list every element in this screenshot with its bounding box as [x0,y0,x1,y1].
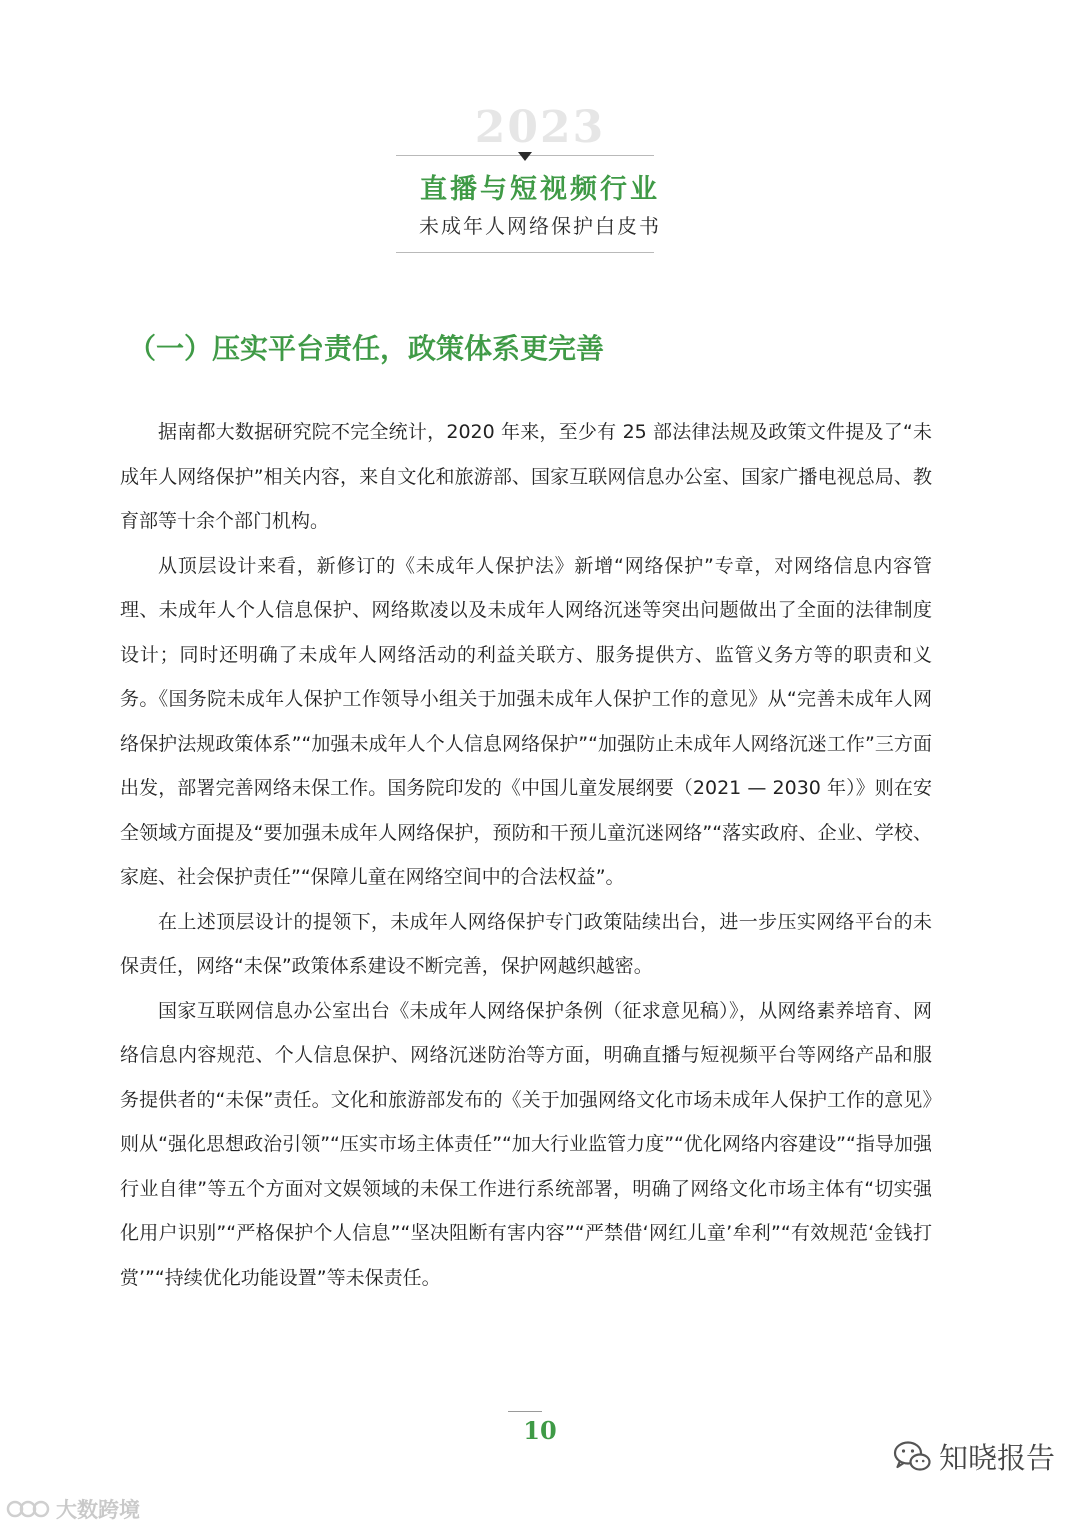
header-divider-bottom [396,252,654,253]
wechat-icon [893,1440,931,1474]
watermark-right-text: 知晓报告 [939,1441,1056,1475]
paragraph: 在上述顶层设计的提领下，未成年人网络保护专门政策陆续出台，进一步压实网络平台的未保责任，网络“未保”政策体系建设不断完善，保护网越织越密。 [120,910,932,977]
section-heading: （一）压实平台责任，政策体系更完善 [128,332,605,365]
header-year: 2023 [474,102,606,153]
paragraph: 国家互联网信息办公室出台《未成年人网络保护条例（征求意见稿）》，从网络素养培育、网络信息内容规范、个人信息保护、网络沉迷防治等方面，明确直播与短视频平台等网络产品和服务提供者的“未保”责任。文化和旅游部发布的《关于加强网络文化市场未成年人保护工作的意见》则从“强化思想政治引领”“压实市场主体责任”“加大行业监管力度”“优化网络内容建设”“指导加强行业自律”等五个方面对文娱领域的未保工作进行系统部署，明确了网络文化市场主体有“切实强化用户识别”“严格保护个人信息”“坚决阻断有害内容”“严禁借‘网红儿童’牟利”“有效规范‘金钱打赏’”“持续优化功能设置”等未保责任。 [120,999,932,1289]
watermark-logo-icon [6,1498,50,1520]
header-title-line1: 直播与短视频行业 [420,174,660,205]
page-number-rule [508,1411,542,1412]
watermark-left-text: 大数跨境 [56,1498,140,1522]
body-text [120,410,932,1300]
paragraph: 从顶层设计来看，新修订的《未成年人保护法》新增“网络保护”专章，对网络信息内容管理、未成年人个人信息保护、网络欺凌以及未成年人网络沉迷等突出问题做出了全面的法律制度设计；同时还明确了未成年人网络活动的利益关联方、服务提供方、监管义务方等的职责和义务。《国务院未成年人保护工作领导小组关于加强未成年人保护工作的意见》从“完善未成年人网络保护法规政策体系”“加强未成年人个人信息网络保护”“加强防止未成年人网络沉迷工作”三方面出发，部署完善网络未保工作。国务院印发的《中国儿童发展纲要（2021 — 2030 年）》则在安全领域方面提及“要加强未成年人网络保护，预防和干预儿童沉迷网络”“落实政府、企业、学校、家庭、社会保护责任”“保障儿童在网络空间中的合法权益”。 [120,554,932,888]
page-number: 10 [523,1416,557,1445]
triangle-marker-icon [518,152,532,161]
report-header [0,0,1080,270]
header-title-line2: 未成年人网络保护白皮书 [419,214,661,238]
watermark-right [893,1436,1055,1477]
paragraph: 据南都大数据研究院不完全统计，2020 年来，至少有 25 部法律法规及政策文件提及了“未成年人网络保护”相关内容，来自文化和旅游部、国家互联网信息办公室、国家广播电视总局、教育部等十余个部门机构。 [120,421,932,532]
watermark-left [6,1494,140,1524]
